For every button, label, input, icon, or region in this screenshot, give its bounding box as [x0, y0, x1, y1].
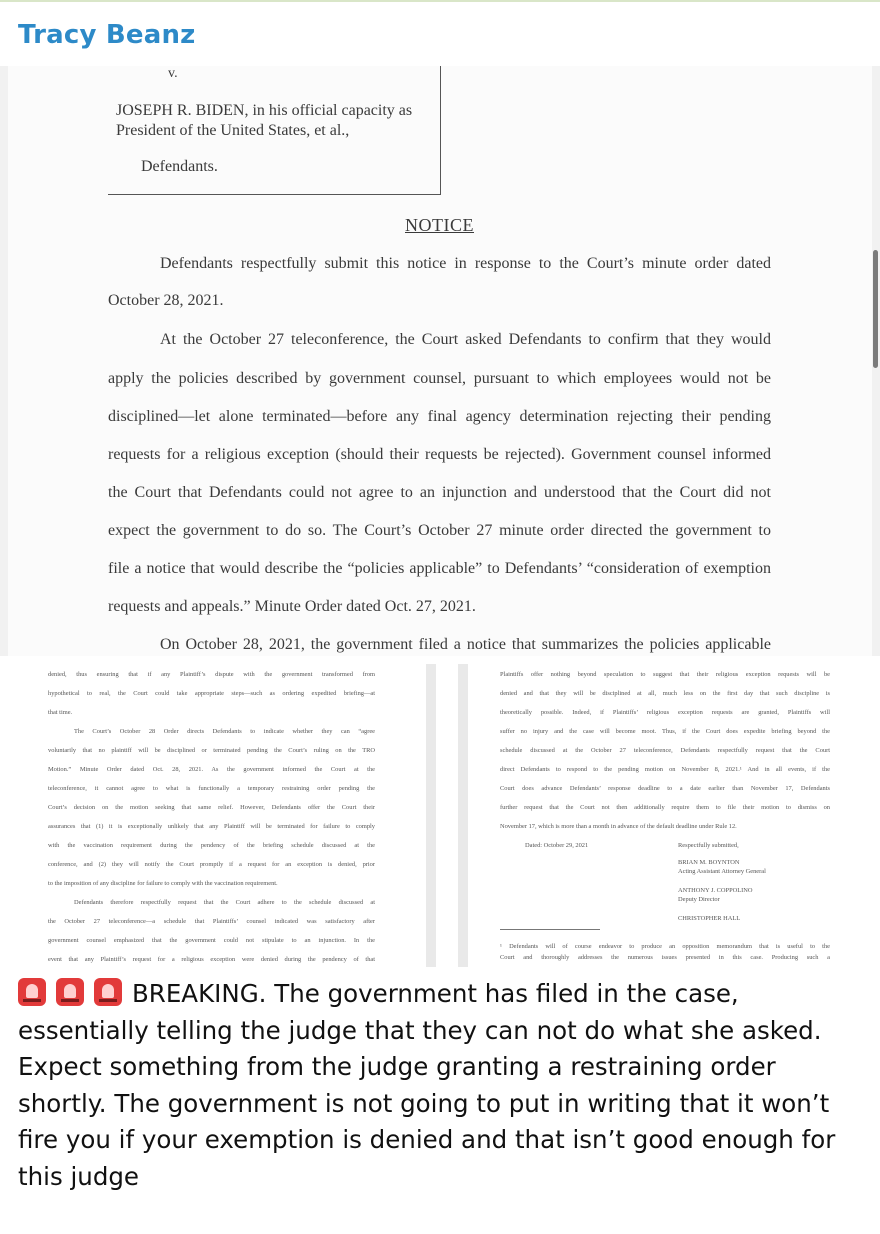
left-page-line: Court’s decision on the motion seeking that same relief. However, Defendants offer the Court their: [48, 804, 375, 811]
document-image-top[interactable]: [0, 66, 880, 656]
caption-versus: v.: [168, 66, 178, 81]
left-page-line: Defendants therefore respectfully request that the Court adhere to the schedule discussed at: [74, 899, 375, 906]
signatory-name: BRIAN M. BOYNTON: [678, 859, 740, 866]
right-page-line: schedule discussed at the October 27 teleconference, Defendants respectfully request that the Court: [500, 747, 830, 754]
signatory-name: ANTHONY J. COPPOLINO: [678, 887, 753, 894]
left-page-line: that time.: [48, 709, 73, 716]
document-line: requests for a religious exception (should their requests be rejected). Government counsel informed: [108, 446, 771, 463]
footnote-line: Court and thoroughly addresses the numerous issues presented in this case. Producing such a: [500, 954, 830, 961]
left-page-line: denied, thus ensuring that if any Plaintiff’s dispute with the government transformed from: [48, 671, 375, 678]
siren-icon: [56, 978, 84, 1006]
siren-icon: [18, 978, 46, 1006]
left-page-line: the October 27 teleconference—a schedule that Plaintiffs’ counsel indicated was satisfactory after: [48, 918, 375, 925]
page-gutter: [426, 664, 436, 967]
notice-title: NOTICE: [405, 215, 474, 235]
left-page-line: with the vaccination requirement during the pendency of the briefing schedule discussed at the: [48, 842, 375, 849]
document-line: At the October 27 teleconference, the Court asked Defendants to confirm that they would: [160, 331, 771, 348]
right-page-line: denied and that they will be disciplined at all, much less on the first day that such discipline is: [500, 690, 830, 697]
footnote-line: ¹ Defendants will of course endeavor to produce an opposition memorandum that is useful to the: [500, 943, 830, 950]
document-line: Defendants respectfully submit this notice in response to the Court’s minute order dated: [160, 255, 771, 272]
scrollbar[interactable]: [873, 250, 878, 368]
left-page-line: conference, and (2) they will notify the Court promptly if a request for an exception is denied, prior: [48, 861, 375, 868]
siren-icon: [94, 978, 122, 1006]
document-line: the Court that Defendants could not agree to an injunction and understood that the Court did not: [108, 484, 771, 501]
document-line: October 28, 2021.: [108, 292, 224, 309]
post-text: BREAKING. The government has filed in the case, essentially telling the judge that they can not do what she asked. Expect something from the judge granting a restraining order shortly. The government is not going to put in writing that it won’t fire you if your exemption is denied and that isn’t good enough for this judge: [18, 979, 836, 1191]
left-page-line: assurances that (1) it is exceptionally unlikely that any Plaintiff will be terminated for failure to comply: [48, 823, 375, 830]
left-page-line: event that any Plaintiff’s request for a religious exception were denied during the pendency of that: [48, 956, 375, 963]
right-page-line: Plaintiffs offer nothing beyond speculation to suggest that their religious exception requests will be: [500, 671, 830, 678]
footnote-rule: [500, 929, 600, 930]
signatory-name: CHRISTOPHER HALL: [678, 915, 741, 922]
right-page-line: Court does advance Defendants’ response deadline to a date earlier than November 17, Defendants: [500, 785, 830, 792]
left-page-line: teleconference, it cannot agree to what is functionally a temporary restraining order pending the: [48, 785, 375, 792]
document-line: file a notice that would describe the “policies applicable” to Defendants’ “consideration of exemption: [108, 560, 771, 577]
signatory-title: Acting Assistant Attorney General: [678, 868, 766, 875]
caption-defendants-label: Defendants.: [141, 158, 218, 175]
caption-defendant-name: JOSEPH R. BIDEN, in his official capacity as President of the United States, et al.,: [116, 102, 413, 139]
left-page-line: hypothetical to real, the Court could take appropriate steps—such as ordering expedited briefing—at: [48, 690, 375, 697]
left-page-line: voluntarily that no plaintiff will be disciplined or terminated pending the Court’s ruling on the TRO: [48, 747, 375, 754]
document-line: expect the government to do so. The Court’s October 27 minute order directed the government to: [108, 522, 771, 539]
channel-author-name[interactable]: Tracy Beanz: [18, 20, 196, 50]
right-page-line: further request that the Court not then additionally require them to file their motion to dismiss on: [500, 804, 830, 811]
document-line: requests and appeals.” Minute Order dated Oct. 27, 2021.: [108, 598, 476, 615]
page-gutter: [458, 664, 468, 967]
right-page-line: direct Defendants to respond to the pending motion on November 8, 2021.¹ And in all events, if the: [500, 766, 830, 773]
top-divider: [0, 0, 880, 2]
post-message: [18, 976, 868, 1195]
left-page-line: to the imposition of any discipline for failure to comply with the vaccination requirement.: [48, 880, 278, 887]
left-page-line: Motion.” Minute Order dated Oct. 28, 2021. As the government informed the Court at the: [48, 766, 375, 773]
right-page-line: suffer no injury and the case will become moot. Thus, if the Court does expedite briefing beyond the: [500, 728, 830, 735]
right-page-line: theoretically possible. Indeed, if Plaintiffs’ religious exception requests are granted, Plaintiffs will: [500, 709, 830, 716]
signature-closing: Respectfully submitted,: [678, 842, 739, 849]
left-page-line: The Court’s October 28 Order directs Defendants to indicate whether they can “agree: [74, 728, 375, 735]
document-line: On October 28, 2021, the government filed a notice that summarizes the policies applicable: [160, 636, 771, 653]
signature-date: Dated: October 29, 2021: [525, 842, 589, 849]
document-line: apply the policies described by government counsel, pursuant to which employees would not be: [108, 370, 771, 387]
signatory-title: Deputy Director: [678, 896, 720, 903]
left-page-line: government counsel emphasized that the government could not stipulate to an injunction. In the: [48, 937, 375, 944]
document-line: disciplined—let alone terminated—before any final agency determination rejecting their pending: [108, 408, 771, 425]
right-page-line: November 17, which is more than a month in advance of the default deadline under Rule 12.: [500, 823, 737, 830]
